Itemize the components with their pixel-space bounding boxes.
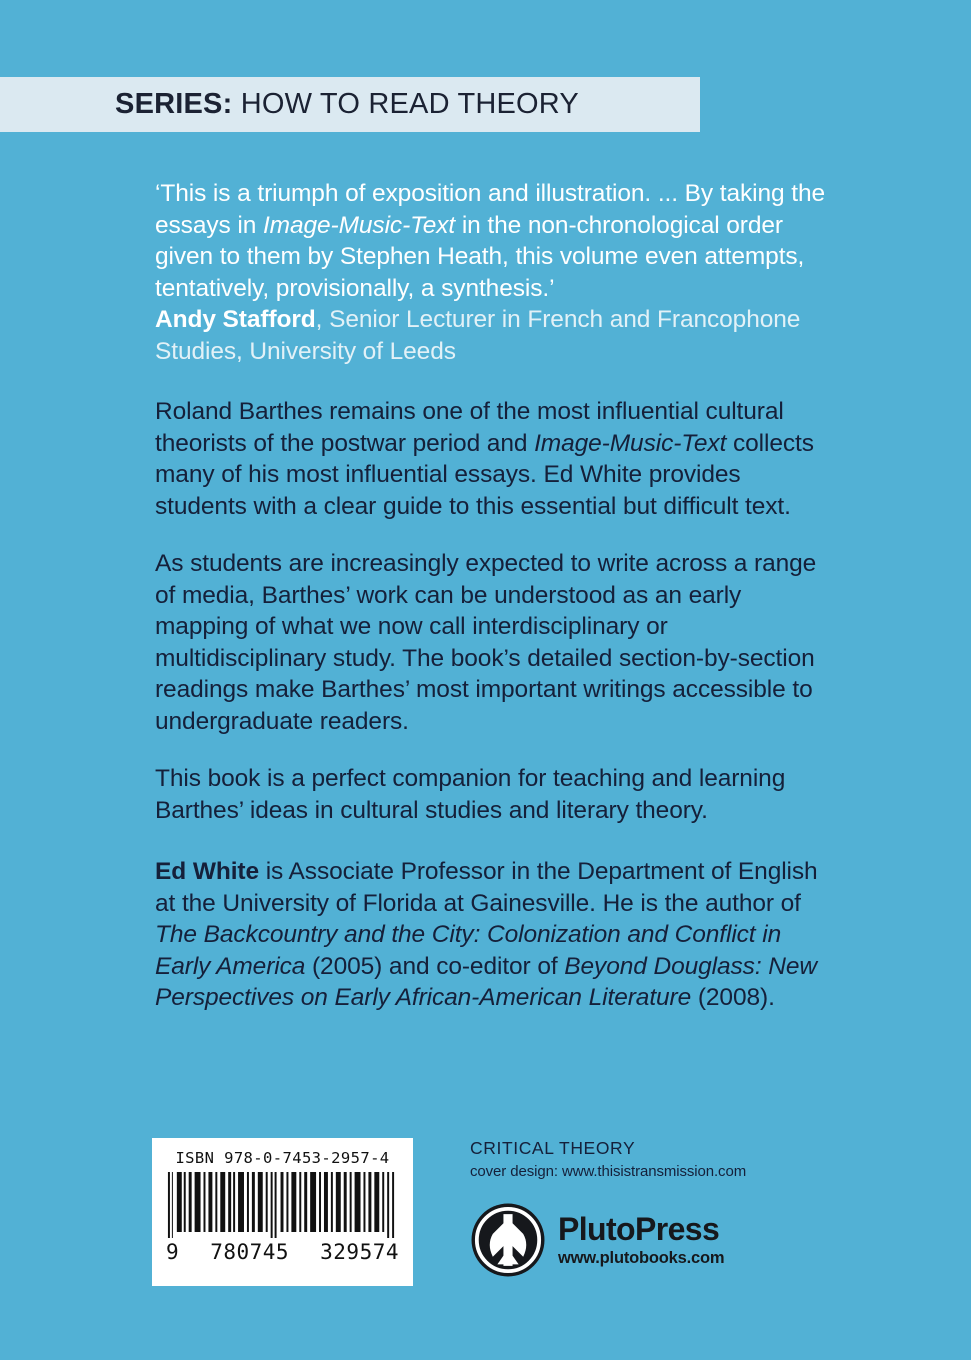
author-bio-book-title-2: Beyond Douglass: New Perspectives on Early African-American Literature [155,952,817,1011]
review-quote [155,178,827,367]
blurb-paragraph-3: This book is a perfect companion for teaching and learning Barthes’ ideas in cultural studies and literary theory. [155,765,786,824]
series-banner-label-lead: SERIES: [115,88,233,120]
series-banner-label [115,88,579,121]
isbn-number: ISBN 978-0-7453-2957-4 [175,1149,390,1167]
blurb-paragraph-1-book-title: Image-Music-Text [534,429,727,457]
blurb-paragraph-2: As students are increasingly expected to write across a range of media, Barthes’ work can be understood as an early mapping of what we now call interdisciplinary or multidisciplinary study. The book’s detailed section-by-section readings make Barthes’ most important writings accessible to undergraduate readers. [155,550,817,735]
barcode-digit-group-middle: 780745 [210,1240,290,1264]
review-quote-part-2: in the non-chronological order given to them by Stephen Heath, this volume even attempts, tentatively, provisionally, a synthesis.’ [155,211,805,302]
isbn-barcode [152,1138,413,1286]
series-banner [0,77,700,132]
blurb-paragraph-1-part-2: collects many of his most influential essays. Ed White provides students with a clear guide to this essential but difficult text. [155,429,814,520]
barcode-digit-group-right: 329574 [320,1240,399,1264]
back-cover-text-column [155,178,827,1040]
blurb-paragraph-1 [155,396,827,522]
pluto-press-emblem-icon [470,1202,546,1278]
author-bio-name: Ed White [155,858,259,885]
barcode-bars-icon [164,1172,401,1238]
publisher-logo-text [558,1210,725,1268]
author-bio-text-1: is Associate Professor in the Department of English at the University of Florida at Gainesville. He is the author of [155,858,818,917]
publisher-url: www.plutobooks.com [558,1248,725,1267]
review-quote-part-1: ‘This is a triumph of exposition and illustration. ... By taking the essays in [155,180,826,239]
publisher-logo [470,1202,800,1278]
series-banner-label-rest: HOW TO READ THEORY [232,88,579,120]
review-attribution-name: Andy Stafford [155,306,316,333]
cover-design-credit: cover design: www.thisistransmission.com [470,1163,747,1180]
review-attribution-affiliation: , Senior Lecturer in French and Francophone Studies, University of Leeds [155,306,801,365]
blurb-paragraph-1-part-1: Roland Barthes remains one of the most influential cultural theorists of the postwar period and [155,398,784,457]
subject-category-label: CRITICAL THEORY [470,1138,636,1158]
publisher-block [470,1138,800,1278]
review-quote-book-title: Image-Music-Text [262,211,456,239]
author-bio [155,856,827,1014]
barcode-digit-group-left: 9 [166,1240,180,1264]
publisher-name: PlutoPress [558,1210,720,1247]
author-bio-text-3: (2008). [691,984,775,1011]
author-bio-text-2: (2005) and co-editor of [305,952,565,980]
barcode-digits [164,1240,401,1264]
author-bio-book-title-1: The Backcountry and the City: Colonization and Conflict in Early America [155,921,782,980]
